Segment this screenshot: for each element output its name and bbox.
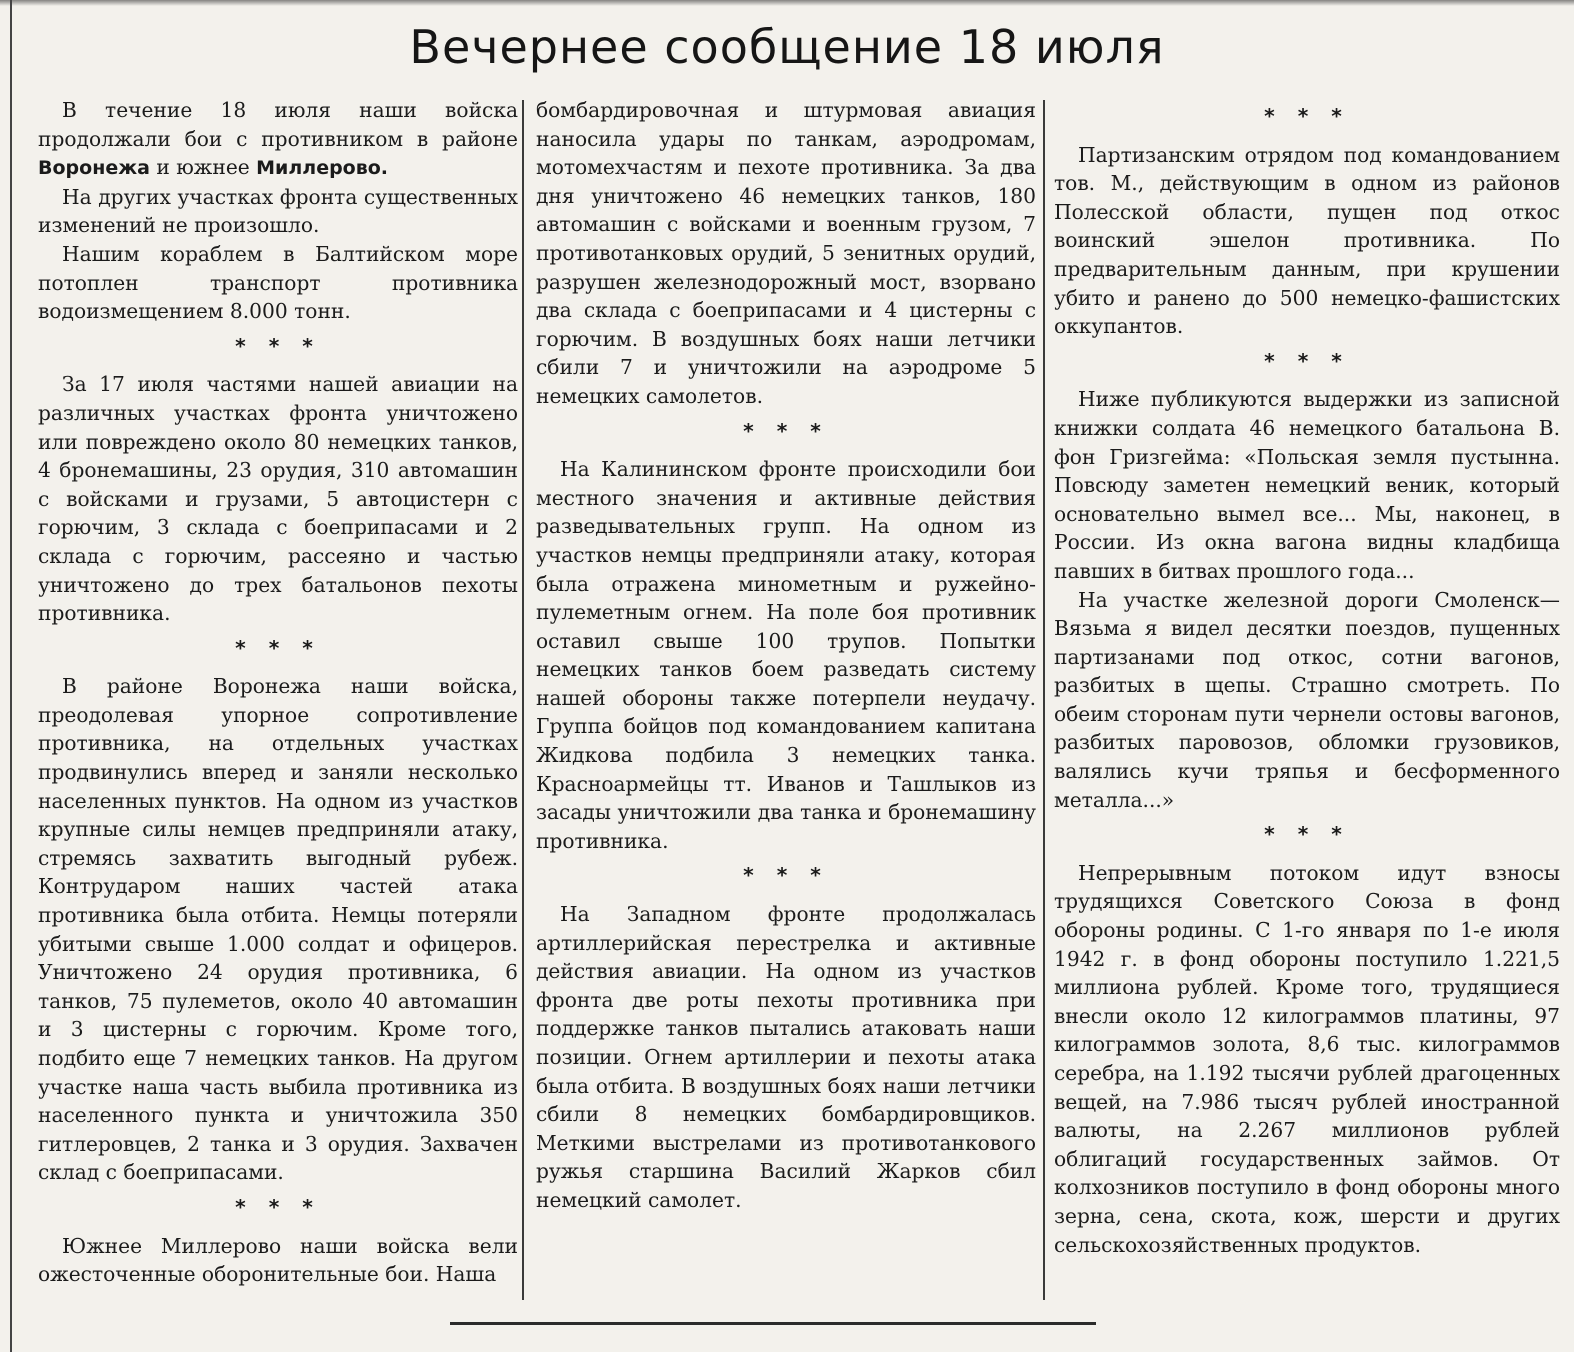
- bottom-rule: [450, 1322, 1096, 1325]
- paragraph: В районе Воронежа наши войска, преодолевая упорное сопротивление противника, на отдельных участках продвинулись вперед и заняли несколько населенных пунктов. На одном из участков крупные силы немцев предприняли атаку, стремясь захватить выгодный рубеж. Контрударом наших частей атака противника была отбита. Немцы потеряли убитыми свыше 1.000 солдат и офицеров. Уничтожено 24 орудия противника, 6 танков, 75 пулеметов, около 40 автомашин и 3 цистерны с горючим. Кроме того, подбито еще 7 немецких танков. На другом участке наша часть выбила противника из населенного пункта и уничтожила 350 гитлеровцев, 2 танка и 3 орудия. Захвачен склад с боеприпасами.: [38, 674, 518, 1185]
- column-divider: [1043, 100, 1045, 1300]
- paragraph: бомбардировочная и штурмовая авиация наносила удары по танкам, аэродромам, мотомехчастям и пехоте противника. За два дня уничтожено 46 немецких танков, 180 автомашин с войсками и военным грузом, 7 противотанковых орудий, 5 зенитных орудий, разрушен железнодорожный мост, взорвано два склада с боеприпасами и 4 цистерны с горючим. В воздушных боях наши летчики сбили 7 и уничтожили на аэродроме 5 немецких самолетов.: [536, 98, 1036, 408]
- paragraph: За 17 июля частями нашей авиации на различных участках фронта уничтожено или повреждено около 80 немецких танков, 4 бронемашины, 23 орудия, 310 автомашин с войсками и грузами, 5 автоцистерн с горючим, 3 склада с боеприпасами и 2 склада с горючим, рассеяно и частью уничтожено до трех батальонов пехоты противника.: [38, 372, 518, 626]
- paragraph: Партизанским отрядом под командованием тов. М., действующим в одном из районов Полесской области, пущен под откос воинский эшелон противника. По предварительным данным, при крушении убито и ранено до 500 немецко-фашистских оккупантов.: [1054, 142, 1560, 339]
- column-divider: [522, 100, 524, 1300]
- paragraph: На Западном фронте продолжалась артиллерийская перестрелка и активные действия авиации. На одном из участков фронта две роты пехоты противника при поддержке танков пытались атаковать наши позиции. Огнем артиллерии и пехоты атака была отбита. В воздушных боях наши летчики сбили 8 немецких бомбардировщиков. Меткими выстрелами из противотанкового ружья старшина Василий Жарков сбил немецкий самолет.: [536, 902, 1036, 1212]
- column-2: [536, 96, 1036, 1296]
- bold-place-millerovo: Миллерово.: [256, 157, 389, 180]
- bold-place-voronezh: Воронежа: [38, 157, 150, 180]
- paragraph: На других участках фронта существенных изменений не произошло.: [38, 184, 518, 238]
- section-separator: * * *: [1264, 822, 1350, 847]
- paragraph: На участке железной дороги Смоленск—Вязьма я видел десятки поездов, пущенных партизанами под откос, сотни вагонов, разбитых в щепы. Страшно смотреть. По обеим сторонам пути чернели остовы вагонов, разбитых паровозов, обломки грузовиков, валялись кучи тряпья и бесформенного металла...»: [1054, 587, 1560, 812]
- paragraph: Нашим кораблем в Балтийском море потоплен транспорт противника водоизмещением 8.000 тонн.: [38, 241, 518, 324]
- paragraph: Непрерывным потоком идут взносы трудящихся Советского Союза в фонд обороны родины. С 1-го января по 1-е июля 1942 г. в фонд обороны поступило 1.221,5 миллиона рублей. Кроме того, трудящиеся внесли около 12 килограммов платины, 97 килограммов золота, 8,6 тыс. килограммов серебра, на 1.192 тысячи рублей драгоценных вещей, на 7.986 тысяч рублей иностранной валюты, на 2.267 миллионов рублей облигаций государственных займов. От колхозников поступило в фонд обороны много зерна, сена, скота, кож, шерсти и других сельскохозяйственных продуктов.: [1054, 860, 1560, 1257]
- headline: Вечернее сообщение 18 июля: [409, 20, 1165, 74]
- section-separator: * * *: [235, 635, 321, 660]
- section-separator: * * *: [235, 333, 321, 358]
- paragraph: Ниже публикуются выдержки из записной книжки солдата 46 немецкого батальона В. фон Гризгейма: «Польская земля пустынна. Повсюду заметен немецкий веник, который основательно вымел все... Мы, наконец, в России. Из окна вагона видны кладбища павших в битвах прошлого года...: [1054, 387, 1560, 583]
- column-3: [1054, 96, 1560, 1296]
- section-separator: * * *: [743, 863, 829, 888]
- paragraph: Южнее Миллерово наши войска вели ожесточенные оборонительные бои. Наша: [38, 1233, 518, 1287]
- column-1: [38, 96, 518, 1296]
- section-separator: * * *: [743, 418, 829, 443]
- paragraph: В течение 18 июля наши войска продолжали бои с противником в районе Воронежа и южнее Миллерово.: [38, 98, 518, 180]
- left-margin-rule: [10, 0, 12, 1352]
- paragraph: На Калининском фронте происходили бои местного значения и активные действия разведывательных групп. На одном из участков немцы предприняли атаку, которая была отражена минометным и ружейно-пулеметным огнем. На поле боя противник оставил свыше 100 трупов. Попытки немецких танков боем разведать систему нашей обороны также потерпели неудачу. Группа бойцов под командованием капитана Жидкова подбила 3 немецких танка. Красноармейцы тт. Иванов и Ташлыков из засады уничтожили два танка и бронемашину противника.: [536, 457, 1036, 853]
- section-separator: * * *: [1264, 348, 1350, 373]
- section-separator: * * *: [1264, 104, 1350, 128]
- section-separator: * * *: [235, 1194, 321, 1219]
- top-edge-strip: [0, 0, 1574, 6]
